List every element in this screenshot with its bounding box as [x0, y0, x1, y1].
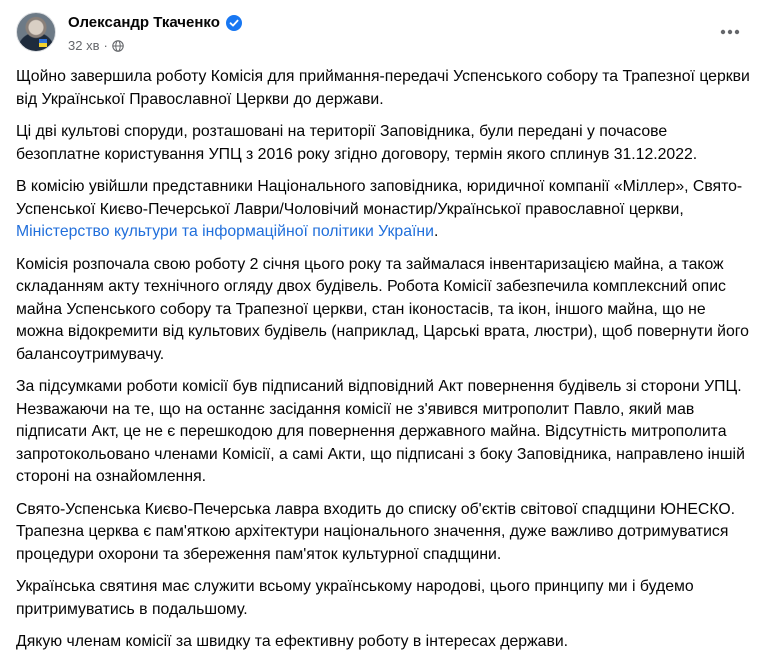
post-meta: [68, 38, 124, 53]
paragraph-6: Свято-Успенська Києво-Печерська лавра входить до списку об'єктів світової спадщини ЮНЕСКО. Трапезна церква є пам'яткою архітектури національного значення, дуже важливо дотримуватися процедури охорони та збереження пам'яток культурної спадщини.: [16, 500, 736, 563]
author-avatar[interactable]: [16, 12, 56, 52]
meta-separator: ·: [103, 38, 108, 53]
post-timestamp[interactable]: 32 хв: [68, 38, 100, 53]
ministry-link[interactable]: Міністерство культури та інформаційної політики України: [16, 223, 434, 240]
more-options-button[interactable]: [716, 18, 744, 46]
paragraph-1: Щойно завершила роботу Комісія для приймання-передачі Успенського собору та Трапезної церкви від Української Православної Церкви до держави.: [16, 68, 750, 108]
paragraph-5: За підсумками роботи комісії був підписаний відповідний Акт повернення будівель зі сторони УПЦ. Незважаючи на те, що на останнє засідання комісії не з'явився митрополит Павло, який мав підписати Акт, це не є перешкодою для повернення державного майна. Відсутність митрополита запротокольовано членами Комісії, а самі Акти, що підписані з боку Заповідника, направлено іншій стороні на ознайомлення.: [16, 378, 745, 485]
globe-icon[interactable]: [112, 40, 124, 52]
ukraine-flag-icon: [39, 39, 47, 47]
paragraph-8: Дякую членам комісії за швидку та ефективну роботу в інтересах держави.: [16, 633, 569, 650]
verified-badge-icon: [226, 15, 242, 31]
paragraph-4: Комісія розпочала свою роботу 2 січня цього року та займалася інвентаризацією майна, а також складанням акту технічного огляду двох будівель. Робота Комісії забезпечила комплексний опис майна Успенського собору та Трапезної церкви, стан іконостасів, та ікон, іншого майна, що не можна відокремити від культових будівель (наприклад, Царські врата, люстри), щоб повернути його балансоутримувачу.: [16, 255, 749, 363]
paragraph-3: [16, 176, 751, 244]
post-header: [16, 12, 748, 60]
author-name[interactable]: Олександр Ткаченко: [68, 14, 220, 31]
paragraph-7: Українська святиня має служити всьому українському народові, цього принципу ми і будемо притримуватись в подальшому.: [16, 578, 694, 618]
post-body: [16, 66, 751, 664]
paragraph-2: Ці дві культові споруди, розташовані на території Заповідника, були передані у почасове безоплатне користування УПЦ з 2016 року згідно договору, термін якого сплинув 31.12.2022.: [16, 123, 698, 163]
paragraph-3-text: В комісію увійшли представники Національного заповідника, юридичної компанії «Міллер», Свято-Успенської Києво-Печерської Лаври/Чоловічий монастир/Української православної церкви,: [16, 178, 743, 218]
more-options-icon: [720, 29, 740, 35]
author-name-link[interactable]: [68, 14, 242, 31]
paragraph-3-end: .: [433, 223, 439, 240]
